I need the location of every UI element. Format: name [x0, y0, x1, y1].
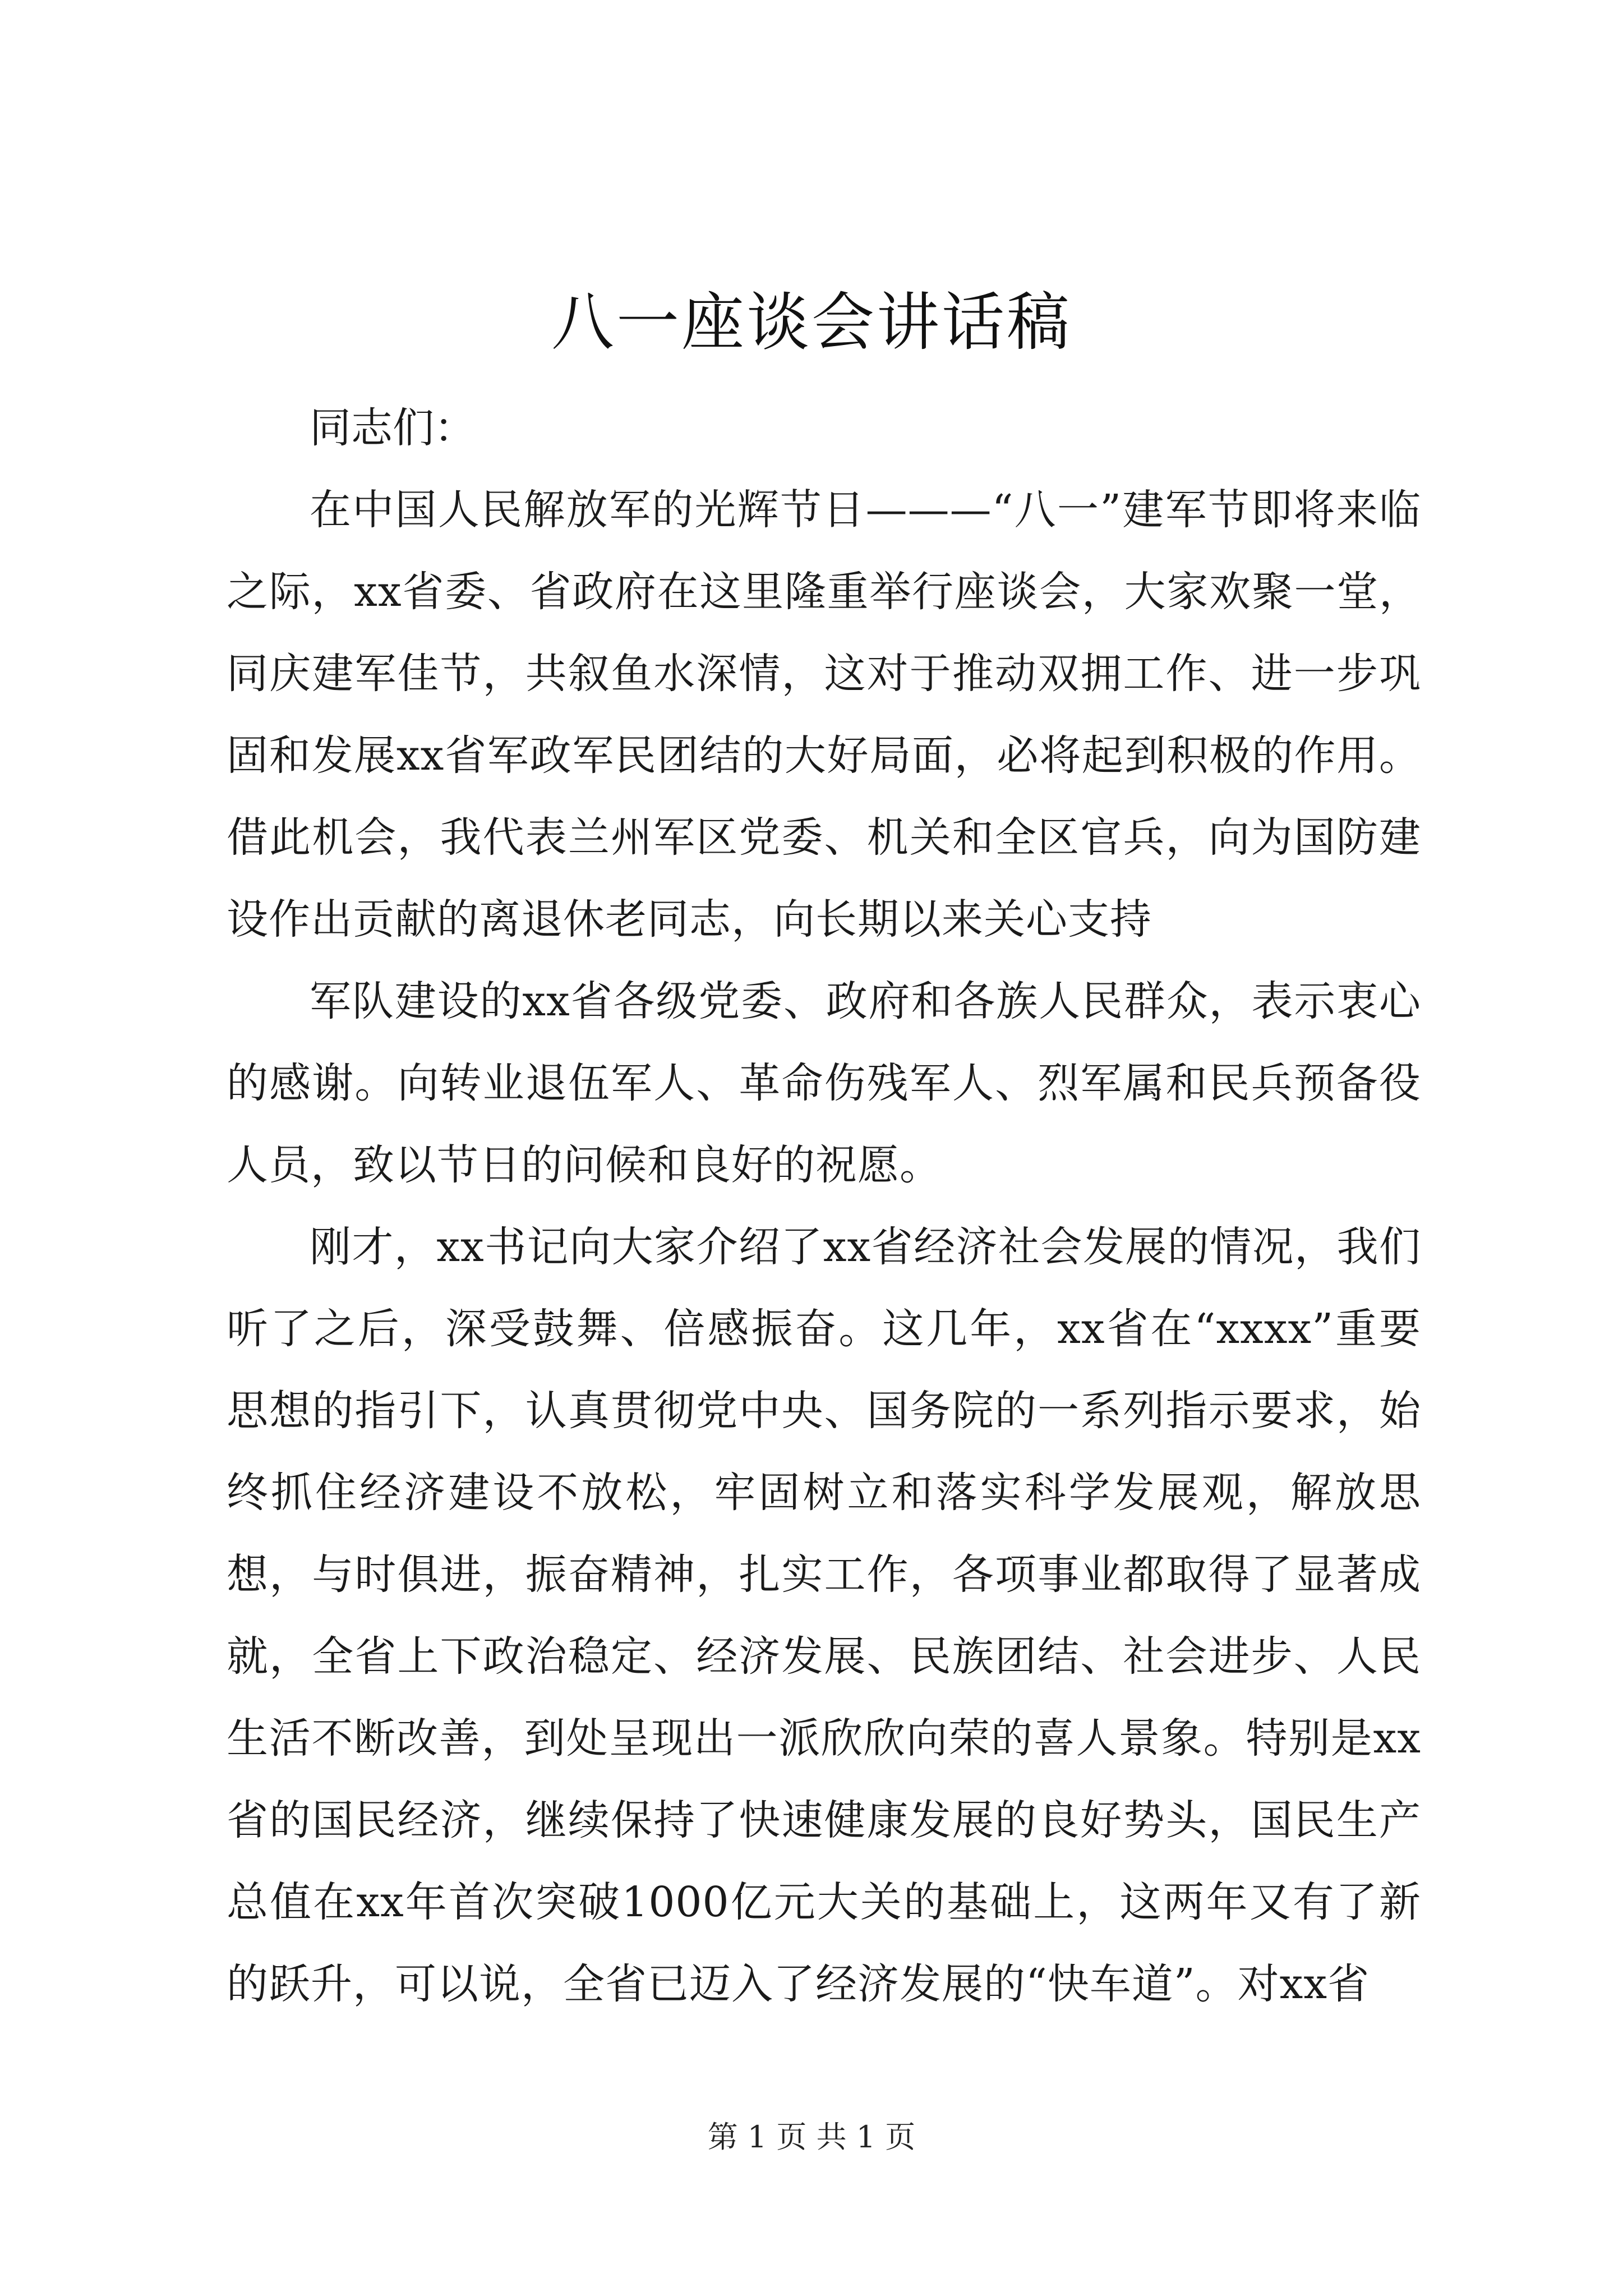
document-title: 八一座谈会讲话稿 [551, 286, 1072, 359]
paragraph-2: 军队建设的xx省各级党委、政府和各族人民群众，表示衷心的感谢。向转业退伍军人、革命伤残军人、烈军属和民兵预备役人员，致以节日的问候和良好的祝愿。 [227, 977, 1421, 1189]
paragraph-1: 在中国人民解放军的光辉节日———“八一”建军节即将来临之际，xx省委、省政府在这里隆重举行座谈会，大家欢聚一堂，同庆建军佳节，共叙鱼水深情，这对于推动双拥工作、进一步巩固和发展xx省军政军民团结的大好局面，必将起到积极的作用。借此机会，我代表兰州军区党委、机关和全区官兵，向为国防建设作出贡献的离退休老同志，向长期以来关心支持 [227, 486, 1421, 944]
greeting-line: 同志们： [310, 404, 476, 452]
document-body [227, 387, 1421, 2025]
page-number-footer: 第 1 页 共 1 页 [707, 2119, 916, 2155]
paragraph-3: 刚才，xx书记向大家介绍了xx省经济社会发展的情况，我们听了之后，深受鼓舞、倍感振奋。这几年，xx省在“xxxx”重要思想的指引下，认真贯彻党中央、国务院的一系列指示要求，始终抓住经济建设不放松，牢固树立和落实科学发展观，解放思想，与时俱进，振奋精神，扎实工作，各项事业都取得了显著成就，全省上下政治稳定、经济发展、民族团结、社会进步、人民生活不断改善，到处呈现出一派欣欣向荣的喜人景象。特别是xx省的国民经济，继续保持了快速健康发展的良好势头，国民生产总值在xx年首次突破1000亿元大关的基础上，这两年又有了新的跃升，可以说，全省已迈入了经济发展的“快车道”。对xx省 [227, 1223, 1421, 2008]
